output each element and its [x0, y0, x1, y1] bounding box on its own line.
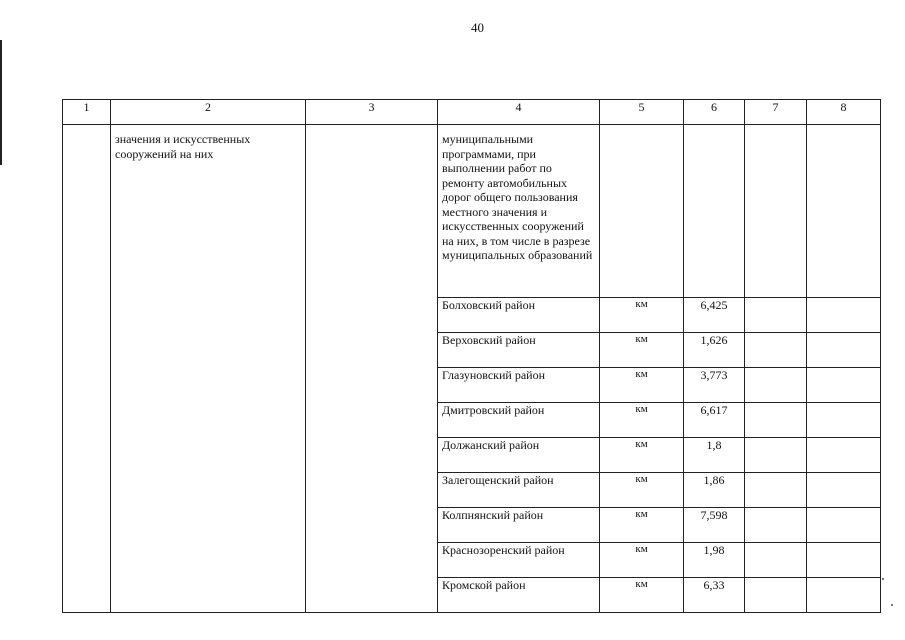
value-cell: 1,98	[684, 543, 745, 578]
value-cell: 7,598	[684, 508, 745, 543]
empty-cell	[807, 368, 881, 403]
unit-cell: км	[600, 298, 684, 333]
empty-cell	[807, 543, 881, 578]
scan-speck	[882, 578, 884, 580]
header-cell-1: 1	[63, 100, 111, 125]
scan-speck	[891, 604, 893, 606]
indicator-description-cell: муниципальными программами, при выполнении работ по ремонту автомобильных дорог общего пользования местного значения и искусственных сооружений на них, в том числе в разрезе муниципальных образований	[438, 125, 600, 298]
empty-cell	[807, 473, 881, 508]
empty-cell	[745, 368, 807, 403]
value-cell: 6,33	[684, 578, 745, 613]
district-name: Залегощенский район	[438, 473, 600, 508]
unit-cell: км	[600, 473, 684, 508]
header-cell-6: 6	[684, 100, 745, 125]
empty-cell	[745, 438, 807, 473]
unit-cell: км	[600, 403, 684, 438]
header-cell-8: 8	[807, 100, 881, 125]
intro-row	[63, 125, 881, 298]
value-cell: 1,8	[684, 438, 745, 473]
empty-cell	[807, 578, 881, 613]
value-cell: 1,626	[684, 333, 745, 368]
value-cell: 3,773	[684, 368, 745, 403]
district-name: Кромской район	[438, 578, 600, 613]
empty-cell	[807, 333, 881, 368]
unit-cell: км	[600, 508, 684, 543]
empty-cell	[745, 543, 807, 578]
scan-edge-mark	[0, 40, 2, 165]
empty-cell	[807, 298, 881, 333]
header-cell-4: 4	[438, 100, 600, 125]
data-table	[62, 99, 881, 613]
header-cell-5: 5	[600, 100, 684, 125]
district-name: Должанский район	[438, 438, 600, 473]
value-cell: 6,617	[684, 403, 745, 438]
header-cell-3: 3	[306, 100, 438, 125]
unit-cell: км	[600, 543, 684, 578]
value-cell: 1,86	[684, 473, 745, 508]
empty-cell	[684, 125, 745, 298]
district-name: Болховский район	[438, 298, 600, 333]
page-number: 40	[471, 20, 484, 35]
district-name: Краснозоренский район	[438, 543, 600, 578]
empty-cell	[745, 403, 807, 438]
indicator-name-cell: значения и искусственных сооружений на них	[111, 125, 306, 613]
empty-cell	[807, 403, 881, 438]
empty-cell	[600, 125, 684, 298]
header-row	[63, 100, 881, 125]
empty-cell	[745, 298, 807, 333]
empty-cell	[745, 473, 807, 508]
unit-cell: км	[600, 333, 684, 368]
empty-cell	[745, 578, 807, 613]
district-name: Глазуновский район	[438, 368, 600, 403]
district-name: Дмитровский район	[438, 403, 600, 438]
district-name: Колпнянский район	[438, 508, 600, 543]
unit-cell: км	[600, 368, 684, 403]
unit-cell: км	[600, 578, 684, 613]
empty-cell	[745, 508, 807, 543]
unit-cell: км	[600, 438, 684, 473]
value-cell: 6,425	[684, 298, 745, 333]
header-cell-7: 7	[745, 100, 807, 125]
empty-cell	[745, 125, 807, 298]
district-name: Верховский район	[438, 333, 600, 368]
empty-cell	[745, 333, 807, 368]
col3-merged-cell	[306, 125, 438, 613]
col1-merged-cell	[63, 125, 111, 613]
empty-cell	[807, 438, 881, 473]
header-cell-2: 2	[111, 100, 306, 125]
empty-cell	[807, 125, 881, 298]
empty-cell	[807, 508, 881, 543]
